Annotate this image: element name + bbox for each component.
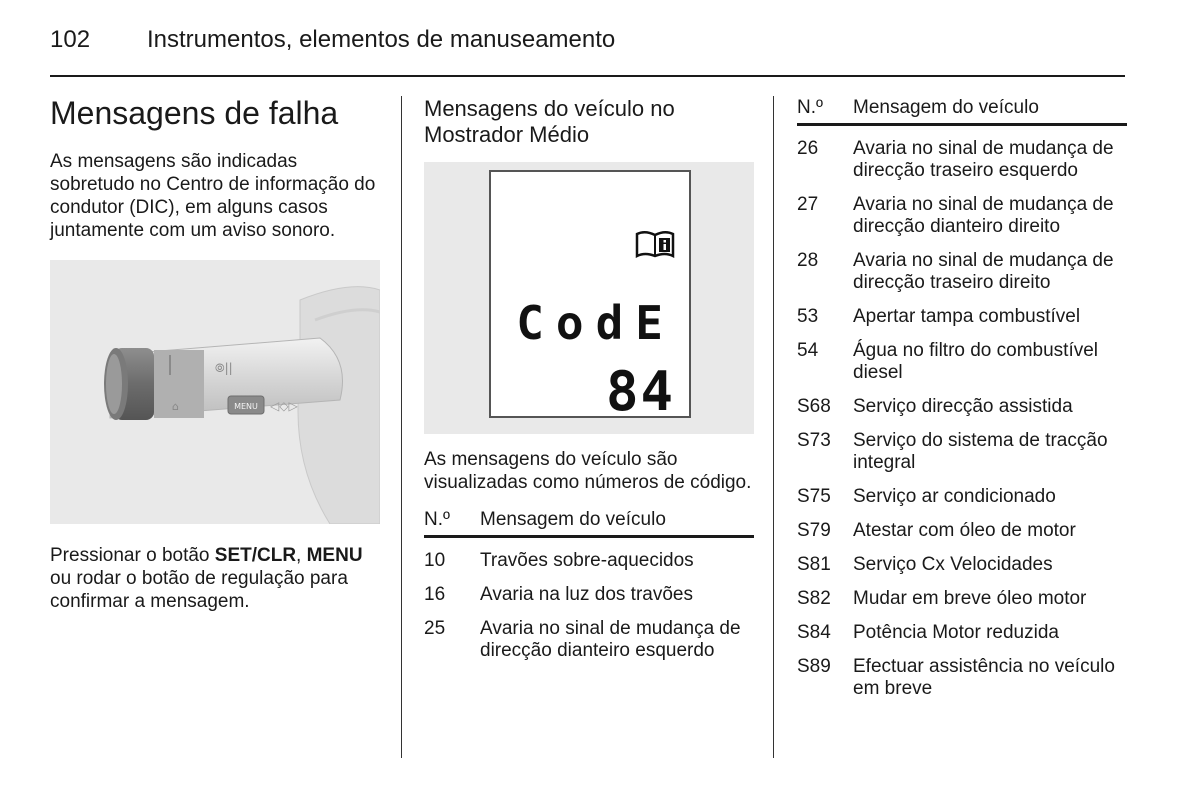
row-code: S68	[797, 396, 831, 417]
table-row	[797, 542, 1127, 576]
row-message: Serviço do sistema de tracção integral	[853, 430, 1108, 473]
message-table-1	[424, 508, 754, 662]
row-message: Atestar com óleo de motor	[853, 520, 1076, 541]
lcd-display	[489, 170, 691, 423]
table-row	[424, 572, 754, 606]
running-head: Instrumentos, elementos de manuseamento	[147, 26, 616, 53]
lcd-code-text: CodE	[516, 296, 675, 350]
message-table-2	[797, 96, 1127, 700]
row-code: S84	[797, 622, 831, 643]
row-message: Avaria na luz dos travões	[480, 584, 693, 605]
manual-info-icon	[635, 230, 675, 258]
intro-paragraph: As mensagens são indicadas sobretudo no Centro de informação do condutor (DIC), em alguns casos juntamente com um aviso sonoro.	[50, 151, 376, 241]
row-message: Água no filtro do combustível diesel	[853, 340, 1099, 383]
header-number: N.º	[424, 508, 480, 537]
menu-button-ref: MENU	[306, 545, 363, 566]
row-code: S73	[797, 430, 831, 451]
column-divider-2	[773, 96, 774, 758]
table-row	[797, 384, 1127, 418]
column-divider-1	[401, 96, 402, 758]
header-number: N.º	[797, 96, 853, 125]
row-message: Efectuar assistência no veículo em breve	[853, 656, 1115, 699]
row-message: Travões sobre-aquecidos	[480, 550, 694, 571]
header-message: Mensagem do veículo	[480, 508, 754, 537]
subsection-title: Mensagens do veículo no Mostrador Médio	[424, 96, 675, 147]
menu-button-label: MENU	[234, 402, 258, 411]
page-number: 102	[50, 26, 91, 53]
svg-text:⦾||: ⦾||	[215, 361, 233, 375]
table-row	[797, 644, 1127, 700]
table-row	[424, 537, 754, 573]
description-paragraph: As mensagens do veículo são visualizadas como números de código.	[424, 449, 752, 493]
row-message: Mudar em breve óleo motor	[853, 588, 1087, 609]
table-row	[797, 328, 1127, 384]
row-message: Avaria no sinal de mudança de direcção traseiro esquerdo	[853, 138, 1114, 181]
row-code: S81	[797, 554, 831, 575]
set-clr-button-ref: SET/CLR	[214, 545, 297, 566]
row-message: Serviço ar condicionado	[853, 486, 1056, 507]
table-row	[797, 182, 1127, 238]
row-message: Serviço Cx Velocidades	[853, 554, 1053, 575]
row-code: 10	[424, 550, 446, 571]
row-code: 28	[797, 250, 819, 271]
row-code: S89	[797, 656, 831, 677]
section-title: Mensagens de falha	[50, 95, 339, 131]
row-code: S82	[797, 588, 831, 609]
row-message: Avaria no sinal de mudança de direcção dianteiro direito	[853, 194, 1114, 237]
row-code: 27	[797, 194, 819, 215]
row-message: Avaria no sinal de mudança de direcção dianteiro esquerdo	[480, 618, 741, 661]
steering-stalk-drawing	[50, 260, 380, 524]
table-row	[797, 125, 1127, 183]
table-row	[797, 508, 1127, 542]
table-row	[797, 238, 1127, 294]
row-code: S79	[797, 520, 831, 541]
row-code: 25	[424, 618, 446, 639]
table-row	[797, 418, 1127, 474]
display-illustration	[424, 162, 754, 434]
row-code: 54	[797, 340, 819, 361]
column-2	[424, 96, 754, 662]
table-row	[424, 606, 754, 662]
row-code: 53	[797, 306, 819, 327]
stalk-illustration	[50, 260, 380, 524]
table-row	[797, 294, 1127, 328]
table-header-row	[797, 96, 1127, 125]
column-1	[50, 96, 380, 613]
row-message: Avaria no sinal de mudança de direcção traseiro direito	[853, 250, 1114, 293]
header-rule	[50, 75, 1125, 77]
svg-text:⌂: ⌂	[172, 400, 179, 413]
table-header-row	[424, 508, 754, 537]
table-row	[797, 576, 1127, 610]
row-code: 26	[797, 138, 819, 159]
svg-text:◁◇▷: ◁◇▷	[270, 399, 298, 413]
table-row	[797, 610, 1127, 644]
table-row	[797, 474, 1127, 508]
row-code: S75	[797, 486, 831, 507]
instruction-paragraph: Pressionar o botão SET/CLR, MENU ou rodar o botão de regulação para confirmar a mensagem.	[50, 545, 363, 612]
header-message: Mensagem do veículo	[853, 96, 1127, 125]
row-message: Apertar tampa combustível	[853, 306, 1081, 327]
row-code: 16	[424, 584, 446, 605]
row-message: Serviço direcção assistida	[853, 396, 1073, 417]
column-3	[797, 96, 1127, 700]
row-message: Potência Motor reduzida	[853, 622, 1059, 643]
lcd-code-number: 84	[605, 360, 675, 423]
